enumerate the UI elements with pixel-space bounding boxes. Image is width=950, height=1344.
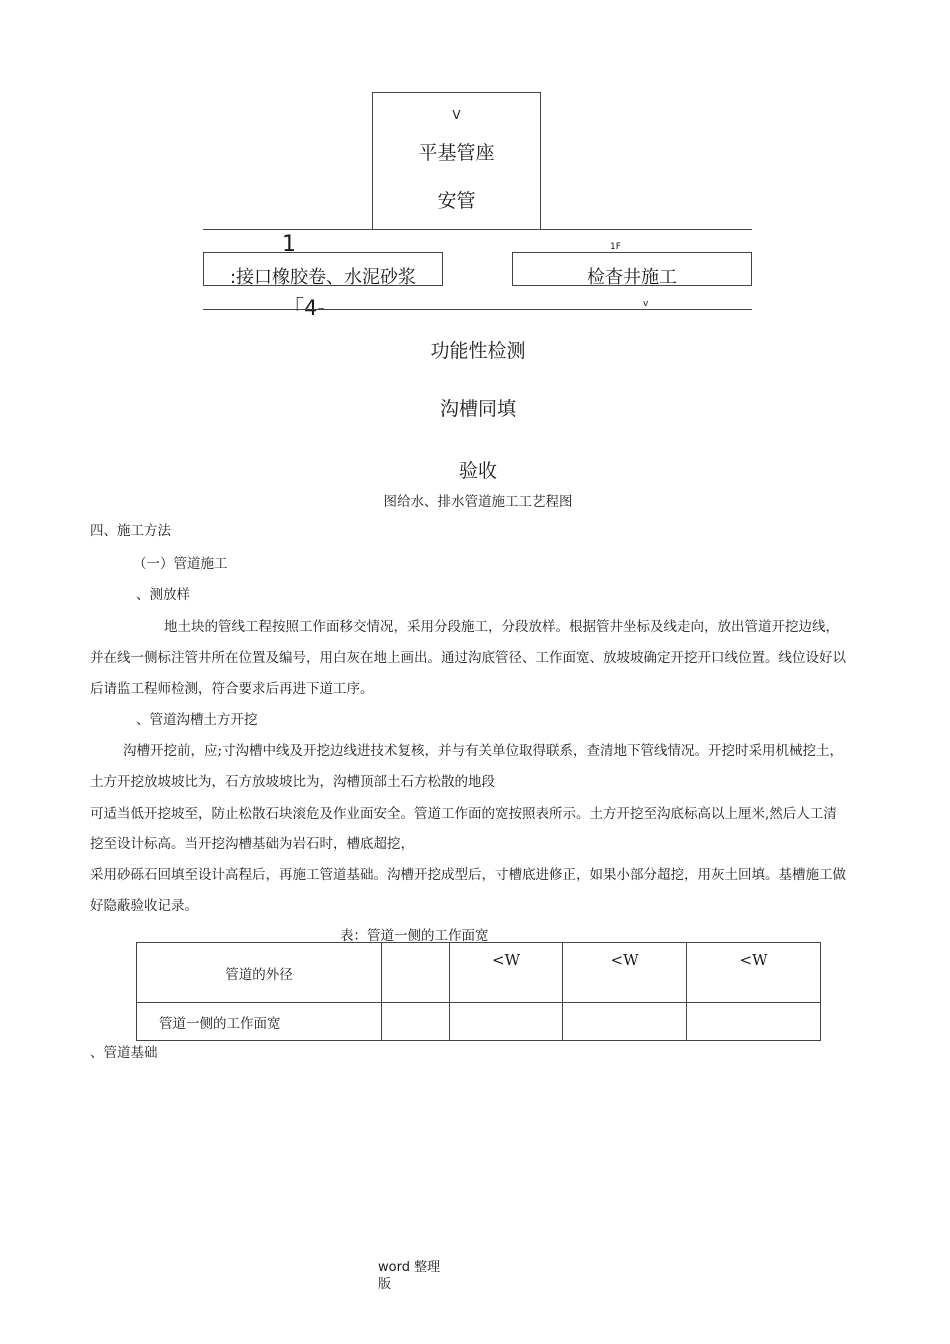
table-row bbox=[137, 943, 821, 1003]
table-cell: <W bbox=[450, 943, 563, 1003]
paragraph-2-line-5: 采用砂砾石回填至设计高程后，再施工管道基础。沟槽开挖成型后，寸槽底进修正，如果小部分超挖，用灰土回填。基槽施工做 bbox=[90, 867, 846, 883]
table-cell bbox=[382, 943, 450, 1003]
paragraph-1-line-1: 地土块的管线工程按照工作面移交情况，采用分段施工，分段放样。根据管井坐标及线走向，放出管道开挖边线， bbox=[164, 619, 839, 635]
flow-connector-upper bbox=[203, 229, 752, 230]
work-width-table bbox=[136, 942, 821, 1041]
table-row1-label: 管道的外径 bbox=[225, 966, 293, 983]
table-row2-label: 管道一侧的工作面宽 bbox=[159, 1015, 281, 1032]
paragraph-2-line-1: 沟槽开挖前，应;寸沟槽中线及开挖边线进技术复核，并与有关单位取得联系，查清地下管线情况。开挖时采用机械挖土， bbox=[123, 743, 844, 759]
table-cell bbox=[563, 1003, 687, 1041]
table-cell bbox=[687, 1003, 821, 1041]
flow-left-number: 1 bbox=[282, 232, 296, 257]
section-heading: 四、施工方法 bbox=[90, 523, 171, 539]
footer-line-2: 版 bbox=[378, 1277, 392, 1292]
flow-right-mark: 1F bbox=[610, 242, 621, 252]
flow-box-line1: 平基管座 bbox=[418, 142, 495, 164]
paragraph-2-line-2: 土方开挖放坡坡比为，石方放坡坡比为，沟槽顶部土石方松散的地段 bbox=[90, 774, 495, 790]
table-cell: <W bbox=[687, 943, 821, 1003]
table-cell bbox=[450, 1003, 563, 1041]
flowchart-caption: 图给水、排水管道施工工艺程图 bbox=[383, 494, 573, 510]
flow-connector-lower bbox=[203, 309, 752, 310]
flow-step-functional-test: 功能性检测 bbox=[430, 340, 526, 362]
flow-box-line2: 安管 bbox=[437, 190, 476, 212]
table-cell-label bbox=[137, 1003, 382, 1041]
item-pipe-foundation: 、管道基础 bbox=[90, 1045, 158, 1061]
item-trench-excavation: 、管道沟槽土方开挖 bbox=[136, 712, 258, 728]
table-cell-label bbox=[137, 943, 382, 1003]
flow-top-mark: V bbox=[452, 108, 461, 122]
subsection-pipe-construction: （一）管道施工 bbox=[133, 556, 228, 572]
table-cell bbox=[382, 1003, 450, 1041]
paragraph-2-line-6: 好隐蔽验收记录。 bbox=[90, 898, 198, 914]
flow-right-below: v bbox=[643, 299, 649, 309]
paragraph-1-line-2: 并在线一侧标注管井所在位置及编号，用白灰在地上画出。通过沟底管径、工作面宽、放坡坡确定开挖开口线位置。线位设好以 bbox=[90, 650, 846, 666]
paragraph-2-line-4: 挖至设计标高。当开挖沟槽基础为岩石时，槽底超挖， bbox=[90, 836, 414, 852]
flow-right-box-label: 检杳井施工 bbox=[587, 267, 677, 288]
footer-line-1: word 整理 bbox=[378, 1260, 441, 1275]
paragraph-1-line-3: 后请监工程师检测，符合要求后再进下道工序。 bbox=[90, 681, 374, 697]
flow-left-below: 「4- bbox=[283, 296, 325, 320]
table-cell: <W bbox=[563, 943, 687, 1003]
flow-left-box-label: :接口橡胶卷、水泥砂浆 bbox=[229, 267, 417, 288]
flow-step-acceptance: 验收 bbox=[458, 460, 497, 482]
table-caption: 表：管道一侧的工作面宽 bbox=[340, 928, 489, 944]
table-row bbox=[137, 1003, 821, 1041]
item-survey-layout: 、测放样 bbox=[136, 587, 190, 603]
flow-step-backfill: 沟槽同填 bbox=[439, 398, 516, 420]
paragraph-2-line-3: 可适当低开挖坡至，防止松散石块滚危及作业面安全。管道工作面的宽按照表所示。土方开挖至沟底标高以上厘米,然后人工清 bbox=[90, 806, 837, 822]
